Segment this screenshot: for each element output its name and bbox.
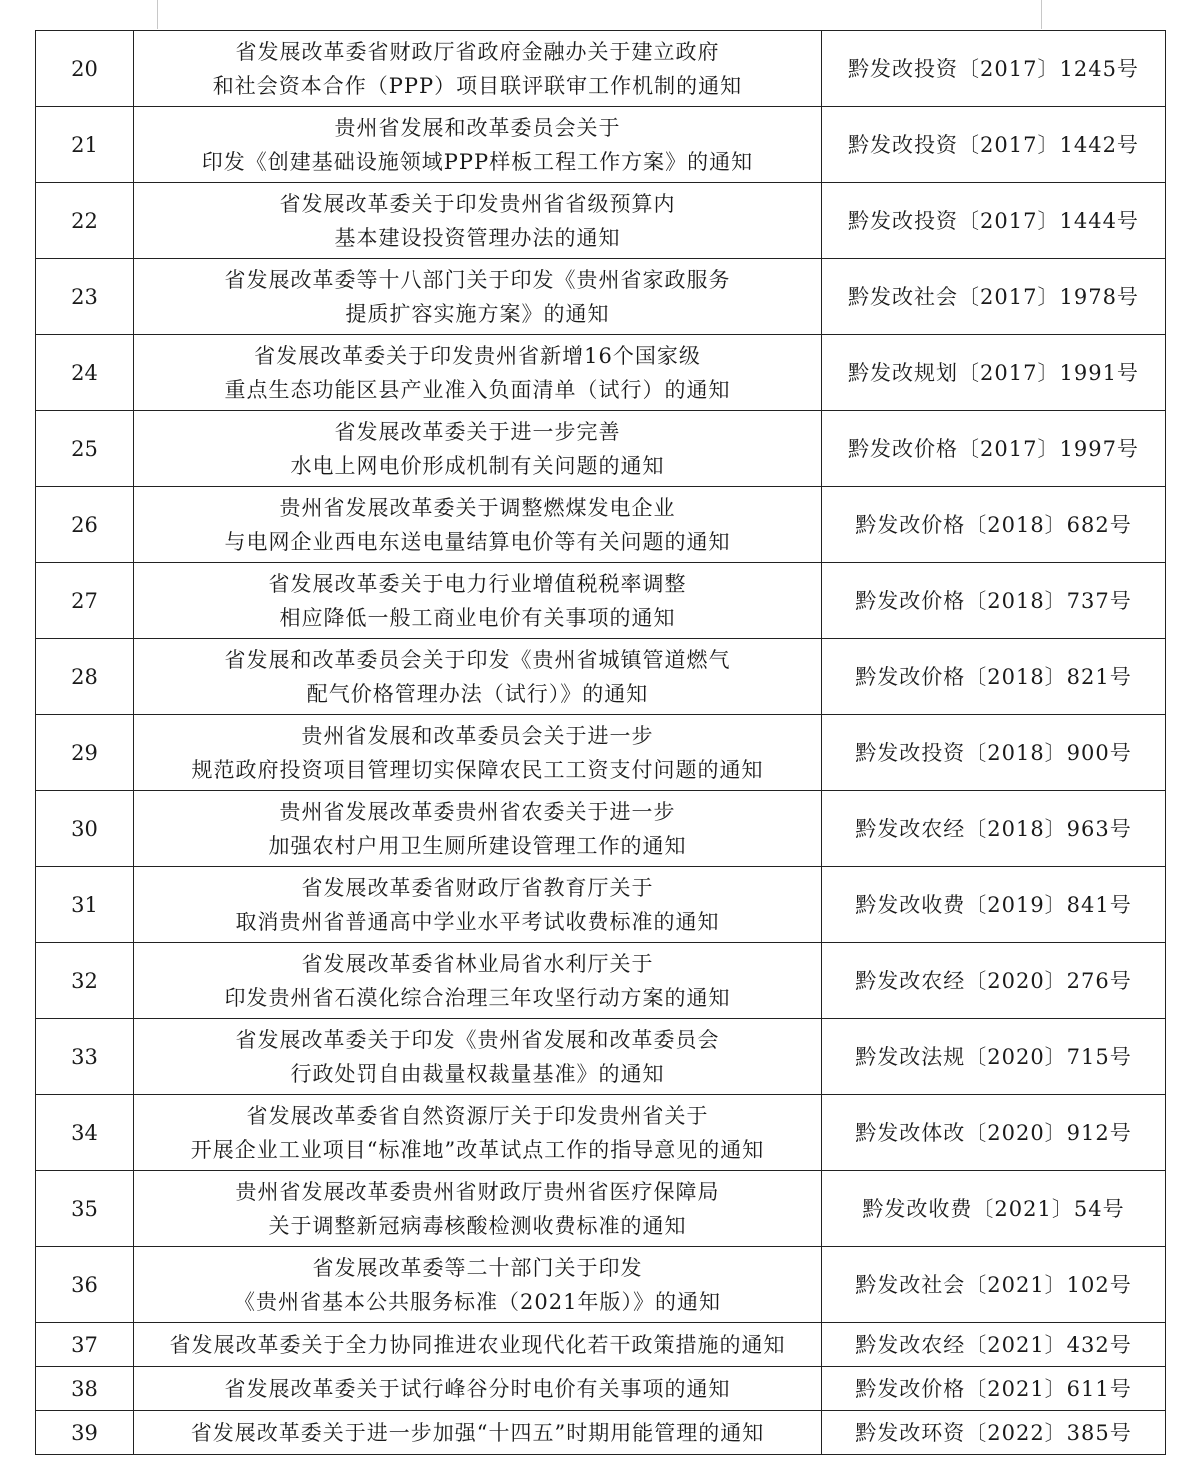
row-number: 26 (36, 487, 134, 563)
document-title-cell (134, 31, 822, 107)
row-number: 32 (36, 943, 134, 1019)
document-title-line: 省发展改革委省财政厅省政府金融办关于建立政府 (235, 39, 720, 64)
table-row (36, 1367, 1166, 1411)
row-number: 33 (36, 1019, 134, 1095)
table-row (36, 791, 1166, 867)
document-title-cell (134, 107, 822, 183)
document-title-cell (134, 1095, 822, 1171)
document-number: 黔发改投资〔2017〕1444号 (822, 183, 1166, 259)
document-number: 黔发改投资〔2017〕1442号 (822, 107, 1166, 183)
document-title-line: 《贵州省基本公共服务标准（2021年版）》的通知 (234, 1289, 721, 1314)
document-title-line: 省发展改革委关于全力协同推进农业现代化若干政策措施的通知 (169, 1332, 786, 1357)
document-title-line: 贵州省发展改革委贵州省农委关于进一步 (279, 799, 676, 824)
table-row (36, 259, 1166, 335)
document-list-body (36, 31, 1166, 1455)
row-number: 27 (36, 563, 134, 639)
row-number: 35 (36, 1171, 134, 1247)
table-row (36, 107, 1166, 183)
document-title-line: 印发《创建基础设施领域PPP样板工程工作方案》的通知 (201, 149, 754, 174)
document-number: 黔发改投资〔2018〕900号 (822, 715, 1166, 791)
document-title-cell (134, 867, 822, 943)
document-title-line: 规范政府投资项目管理切实保障农民工工资支付问题的通知 (191, 757, 764, 782)
document-number: 黔发改农经〔2020〕276号 (822, 943, 1166, 1019)
document-title-line: 重点生态功能区县产业准入负面清单（试行）的通知 (224, 377, 731, 402)
document-title-cell (134, 259, 822, 335)
document-title-line: 加强农村户用卫生厕所建设管理工作的通知 (268, 833, 687, 858)
document-number: 黔发改价格〔2018〕737号 (822, 563, 1166, 639)
document-title-line: 省发展改革委省林业局省水利厅关于 (301, 951, 654, 976)
document-number: 黔发改价格〔2018〕821号 (822, 639, 1166, 715)
row-number: 34 (36, 1095, 134, 1171)
document-title-line: 相应降低一般工商业电价有关事项的通知 (279, 605, 676, 630)
document-number: 黔发改法规〔2020〕715号 (822, 1019, 1166, 1095)
document-title-cell (134, 639, 822, 715)
document-title-line: 开展企业工业项目“标准地”改革试点工作的指导意见的通知 (190, 1137, 765, 1162)
document-title-line: 省发展改革委关于印发贵州省新增16个国家级 (254, 343, 701, 368)
row-number: 22 (36, 183, 134, 259)
document-title-line: 省发展改革委关于进一步完善 (334, 419, 621, 444)
row-number: 39 (36, 1411, 134, 1455)
document-title-cell (134, 487, 822, 563)
table-row (36, 563, 1166, 639)
document-number: 黔发改收费〔2021〕54号 (822, 1171, 1166, 1247)
document-title-cell (134, 1323, 822, 1367)
row-number: 21 (36, 107, 134, 183)
document-title-cell (134, 1367, 822, 1411)
row-number: 24 (36, 335, 134, 411)
document-title-line: 关于调整新冠病毒核酸检测收费标准的通知 (268, 1213, 687, 1238)
document-title-cell (134, 335, 822, 411)
table-row (36, 943, 1166, 1019)
table-row (36, 1411, 1166, 1455)
row-number: 38 (36, 1367, 134, 1411)
document-title-line: 省发展改革委关于印发《贵州省发展和改革委员会 (235, 1027, 720, 1052)
document-number: 黔发改价格〔2021〕611号 (822, 1367, 1166, 1411)
document-title-line: 省发展改革委等十八部门关于印发《贵州省家政服务 (224, 267, 731, 292)
document-number: 黔发改农经〔2021〕432号 (822, 1323, 1166, 1367)
document-title-line: 省发展改革委关于电力行业增值税税率调整 (268, 571, 687, 596)
document-title-cell (134, 1411, 822, 1455)
document-title-line: 省发展改革委关于印发贵州省省级预算内 (279, 191, 676, 216)
table-row (36, 1019, 1166, 1095)
document-number: 黔发改价格〔2018〕682号 (822, 487, 1166, 563)
page-margin-mark-right (1041, 0, 1042, 29)
document-title-cell (134, 943, 822, 1019)
row-number: 29 (36, 715, 134, 791)
document-title-cell (134, 791, 822, 867)
document-title-line: 贵州省发展和改革委员会关于 (334, 115, 621, 140)
document-title-line: 贵州省发展改革委贵州省财政厅贵州省医疗保障局 (235, 1179, 720, 1204)
document-title-line: 印发贵州省石漠化综合治理三年攻坚行动方案的通知 (224, 985, 731, 1010)
document-title-line: 配气价格管理办法（试行）》的通知 (306, 681, 649, 706)
document-title-line: 省发展改革委省财政厅省教育厅关于 (301, 875, 654, 900)
table-row (36, 1323, 1166, 1367)
page-margin-mark-left (157, 0, 158, 29)
document-title-line: 和社会资本合作（PPP）项目联评联审工作机制的通知 (212, 73, 743, 98)
document-number: 黔发改规划〔2017〕1991号 (822, 335, 1166, 411)
document-title-line: 行政处罚自由裁量权裁量基准》的通知 (290, 1061, 665, 1086)
document-number: 黔发改社会〔2017〕1978号 (822, 259, 1166, 335)
document-title-line: 省发展改革委省自然资源厅关于印发贵州省关于 (246, 1103, 709, 1128)
row-number: 25 (36, 411, 134, 487)
document-title-cell (134, 1171, 822, 1247)
document-title-cell (134, 1019, 822, 1095)
row-number: 20 (36, 31, 134, 107)
table-row (36, 335, 1166, 411)
document-title-line: 省发展改革委等二十部门关于印发 (312, 1255, 643, 1280)
row-number: 30 (36, 791, 134, 867)
document-number: 黔发改价格〔2017〕1997号 (822, 411, 1166, 487)
document-number: 黔发改投资〔2017〕1245号 (822, 31, 1166, 107)
document-number: 黔发改农经〔2018〕963号 (822, 791, 1166, 867)
document-title-line: 取消贵州省普通高中学业水平考试收费标准的通知 (235, 909, 720, 934)
document-title-line: 贵州省发展改革委关于调整燃煤发电企业 (279, 495, 676, 520)
document-list-table (35, 30, 1166, 1455)
document-title-cell (134, 563, 822, 639)
document-number: 黔发改社会〔2021〕102号 (822, 1247, 1166, 1323)
document-title-line: 提质扩容实施方案》的通知 (345, 301, 610, 326)
table-row (36, 715, 1166, 791)
row-number: 31 (36, 867, 134, 943)
document-title-line: 与电网企业西电东送电量结算电价等有关问题的通知 (224, 529, 731, 554)
table-row (36, 867, 1166, 943)
row-number: 28 (36, 639, 134, 715)
document-title-cell (134, 715, 822, 791)
table-row (36, 1247, 1166, 1323)
table-row (36, 411, 1166, 487)
table-row (36, 639, 1166, 715)
document-number: 黔发改收费〔2019〕841号 (822, 867, 1166, 943)
row-number: 23 (36, 259, 134, 335)
document-number: 黔发改环资〔2022〕385号 (822, 1411, 1166, 1455)
table-row (36, 1171, 1166, 1247)
document-title-cell (134, 183, 822, 259)
document-title-line: 省发展改革委关于进一步加强“十四五”时期用能管理的通知 (190, 1420, 765, 1445)
document-title-line: 省发展和改革委员会关于印发《贵州省城镇管道燃气 (224, 647, 731, 672)
document-title-line: 水电上网电价形成机制有关问题的通知 (290, 453, 665, 478)
table-row (36, 1095, 1166, 1171)
table-row (36, 31, 1166, 107)
row-number: 37 (36, 1323, 134, 1367)
document-title-line: 基本建设投资管理办法的通知 (334, 225, 621, 250)
table-row (36, 487, 1166, 563)
document-title-cell (134, 411, 822, 487)
row-number: 36 (36, 1247, 134, 1323)
document-title-cell (134, 1247, 822, 1323)
document-title-line: 省发展改革委关于试行峰谷分时电价有关事项的通知 (224, 1376, 731, 1401)
document-title-line: 贵州省发展和改革委员会关于进一步 (301, 723, 654, 748)
document-number: 黔发改体改〔2020〕912号 (822, 1095, 1166, 1171)
table-row (36, 183, 1166, 259)
